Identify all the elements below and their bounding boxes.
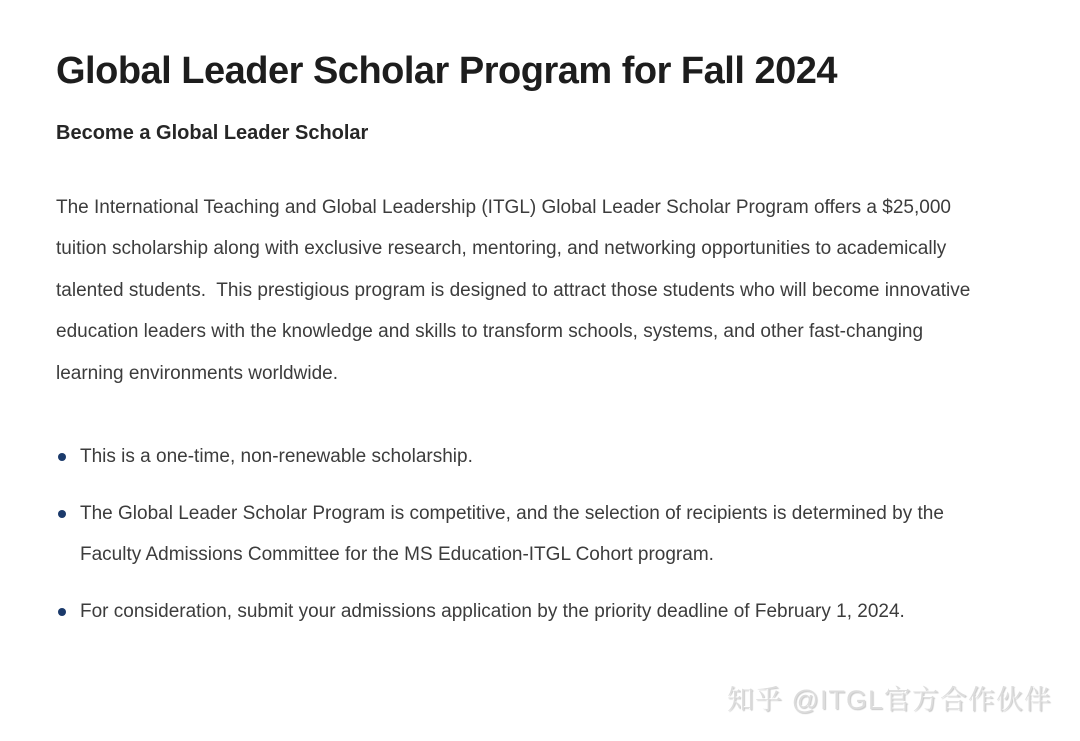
bullet-item: The Global Leader Scholar Program is competitive, and the selection of recipients is determined by the Faculty Admissions Committee for the MS Education-ITGL Cohort program.: [56, 493, 984, 576]
bullet-item: For consideration, submit your admissions application by the priority deadline of February 1, 2024.: [56, 591, 984, 633]
bullet-list: [56, 436, 984, 632]
page-title: Global Leader Scholar Program for Fall 2024: [56, 50, 837, 92]
zhihu-watermark: 知乎 @ITGL官方合作伙伴: [727, 685, 1052, 715]
intro-paragraph: The International Teaching and Global Leadership (ITGL) Global Leader Scholar Program offers a $25,000 tuition scholarship along with exclusive research, mentoring, and networking opportunities to academically talented students. This prestigious program is designed to attract those students who will become innovative education leaders with the knowledge and skills to transform schools, systems, and other fast-changing learning environments worldwide.: [56, 196, 976, 384]
page-subtitle: Become a Global Leader Scholar: [56, 121, 369, 144]
bullet-item: This is a one-time, non-renewable scholarship.: [56, 436, 984, 478]
